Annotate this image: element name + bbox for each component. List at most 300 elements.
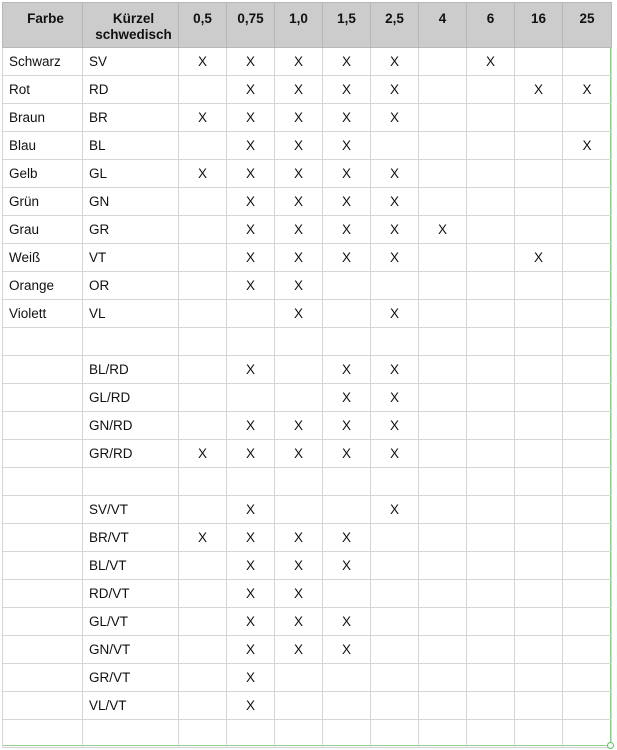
cell-size-mark[interactable]: [515, 188, 563, 216]
cell-size-mark[interactable]: X: [371, 244, 419, 272]
cell-farbe[interactable]: [3, 412, 83, 440]
cell-size-mark[interactable]: [275, 664, 323, 692]
table-row: [3, 48, 612, 76]
cell-size-mark[interactable]: [419, 580, 467, 608]
cell-size-mark[interactable]: [467, 496, 515, 524]
cell-farbe[interactable]: [3, 496, 83, 524]
cell-size-mark[interactable]: [371, 580, 419, 608]
cell-size-mark[interactable]: [419, 524, 467, 552]
cell-farbe[interactable]: Braun: [3, 104, 83, 132]
cell-size-mark[interactable]: [419, 300, 467, 328]
cell-size-mark[interactable]: [467, 552, 515, 580]
cell-size-mark[interactable]: [323, 468, 371, 496]
cell-farbe[interactable]: [3, 524, 83, 552]
cell-size-mark[interactable]: X: [227, 76, 275, 104]
cell-size-mark[interactable]: [467, 524, 515, 552]
cell-size-mark[interactable]: X: [227, 188, 275, 216]
cell-size-mark[interactable]: [275, 356, 323, 384]
cell-size-mark[interactable]: [323, 664, 371, 692]
cell-size-mark[interactable]: X: [275, 216, 323, 244]
cell-size-mark[interactable]: [563, 412, 612, 440]
cell-size-mark[interactable]: X: [275, 188, 323, 216]
cell-farbe[interactable]: Grün: [3, 188, 83, 216]
cell-size-mark[interactable]: [563, 636, 612, 664]
cell-size-mark[interactable]: X: [275, 244, 323, 272]
table-row: [3, 524, 612, 552]
cell-size-mark[interactable]: [467, 720, 515, 748]
cell-size-mark[interactable]: [179, 412, 227, 440]
cell-kuerzel[interactable]: RD: [83, 76, 179, 104]
cell-size-mark[interactable]: [179, 244, 227, 272]
cell-farbe[interactable]: [3, 440, 83, 468]
cell-kuerzel[interactable]: VL: [83, 300, 179, 328]
cell-size-mark[interactable]: [419, 188, 467, 216]
cell-size-mark[interactable]: X: [275, 412, 323, 440]
cell-size-mark[interactable]: X: [227, 272, 275, 300]
cell-farbe[interactable]: [3, 636, 83, 664]
cell-kuerzel[interactable]: VL/VT: [83, 692, 179, 720]
cell-size-mark[interactable]: [563, 216, 612, 244]
cell-farbe[interactable]: Gelb: [3, 160, 83, 188]
cell-size-mark[interactable]: X: [227, 692, 275, 720]
cell-size-mark[interactable]: [563, 720, 612, 748]
cell-size-mark[interactable]: X: [227, 412, 275, 440]
cell-farbe[interactable]: [3, 692, 83, 720]
header-size-0[interactable]: 0,5: [179, 3, 227, 48]
cell-size-mark[interactable]: [563, 580, 612, 608]
cell-size-mark[interactable]: [419, 468, 467, 496]
cell-size-mark[interactable]: [179, 468, 227, 496]
cell-size-mark[interactable]: [515, 132, 563, 160]
cell-size-mark[interactable]: X: [275, 636, 323, 664]
cell-size-mark[interactable]: [467, 580, 515, 608]
cell-size-mark[interactable]: [563, 384, 612, 412]
cell-kuerzel[interactable]: OR: [83, 272, 179, 300]
cell-size-mark[interactable]: [467, 132, 515, 160]
cell-size-mark[interactable]: [515, 720, 563, 748]
cell-size-mark[interactable]: [323, 720, 371, 748]
header-size-1[interactable]: 0,75: [227, 3, 275, 48]
cell-size-mark[interactable]: [467, 608, 515, 636]
cell-size-mark[interactable]: [275, 384, 323, 412]
cell-size-mark[interactable]: X: [563, 132, 612, 160]
cell-size-mark[interactable]: [371, 468, 419, 496]
cell-size-mark[interactable]: X: [227, 552, 275, 580]
cell-size-mark[interactable]: X: [179, 48, 227, 76]
cell-size-mark[interactable]: [467, 160, 515, 188]
cell-size-mark[interactable]: [227, 328, 275, 356]
cell-size-mark[interactable]: [467, 188, 515, 216]
cell-size-mark[interactable]: X: [371, 440, 419, 468]
cell-size-mark[interactable]: [515, 328, 563, 356]
cell-size-mark[interactable]: X: [515, 76, 563, 104]
cell-size-mark[interactable]: [563, 496, 612, 524]
header-size-5[interactable]: 4: [419, 3, 467, 48]
cell-kuerzel[interactable]: RD/VT: [83, 580, 179, 608]
cell-size-mark[interactable]: [179, 76, 227, 104]
cell-size-mark[interactable]: [179, 132, 227, 160]
cell-size-mark[interactable]: [563, 328, 612, 356]
cell-kuerzel[interactable]: GN: [83, 188, 179, 216]
cell-size-mark[interactable]: X: [371, 300, 419, 328]
header-size-4[interactable]: 2,5: [371, 3, 419, 48]
cell-size-mark[interactable]: [515, 412, 563, 440]
cell-size-mark[interactable]: [179, 272, 227, 300]
cell-size-mark[interactable]: [275, 720, 323, 748]
cell-size-mark[interactable]: X: [227, 48, 275, 76]
cell-kuerzel[interactable]: GN/VT: [83, 636, 179, 664]
cell-size-mark[interactable]: [563, 48, 612, 76]
cell-size-mark[interactable]: [323, 496, 371, 524]
cell-kuerzel[interactable]: [83, 328, 179, 356]
cell-size-mark[interactable]: [563, 160, 612, 188]
cell-size-mark[interactable]: [179, 356, 227, 384]
cell-size-mark[interactable]: [179, 608, 227, 636]
cell-size-mark[interactable]: [419, 664, 467, 692]
cell-size-mark[interactable]: [515, 300, 563, 328]
cell-kuerzel[interactable]: SV: [83, 48, 179, 76]
cell-size-mark[interactable]: X: [371, 216, 419, 244]
cell-size-mark[interactable]: X: [227, 356, 275, 384]
cell-size-mark[interactable]: [515, 216, 563, 244]
cell-size-mark[interactable]: [467, 468, 515, 496]
cell-size-mark[interactable]: X: [419, 216, 467, 244]
cell-size-mark[interactable]: [467, 384, 515, 412]
cell-size-mark[interactable]: X: [371, 76, 419, 104]
cell-size-mark[interactable]: X: [275, 608, 323, 636]
header-farbe[interactable]: Farbe: [3, 3, 83, 48]
resize-handle[interactable]: [607, 742, 614, 749]
cell-size-mark[interactable]: [275, 692, 323, 720]
cell-size-mark[interactable]: [515, 608, 563, 636]
cell-size-mark[interactable]: [563, 188, 612, 216]
cell-size-mark[interactable]: [515, 552, 563, 580]
cell-size-mark[interactable]: [179, 300, 227, 328]
cell-size-mark[interactable]: [275, 328, 323, 356]
cell-size-mark[interactable]: X: [275, 272, 323, 300]
cell-size-mark[interactable]: [371, 608, 419, 636]
cell-kuerzel[interactable]: BR: [83, 104, 179, 132]
cell-size-mark[interactable]: [179, 636, 227, 664]
cell-size-mark[interactable]: X: [323, 216, 371, 244]
cell-size-mark[interactable]: [515, 636, 563, 664]
cell-size-mark[interactable]: [467, 272, 515, 300]
cell-size-mark[interactable]: [563, 356, 612, 384]
cell-size-mark[interactable]: X: [227, 132, 275, 160]
cell-size-mark[interactable]: X: [323, 76, 371, 104]
cell-size-mark[interactable]: [563, 468, 612, 496]
cell-kuerzel[interactable]: BR/VT: [83, 524, 179, 552]
cell-size-mark[interactable]: X: [371, 412, 419, 440]
cell-size-mark[interactable]: [419, 412, 467, 440]
cell-size-mark[interactable]: [419, 692, 467, 720]
cell-size-mark[interactable]: [515, 160, 563, 188]
cell-size-mark[interactable]: [179, 664, 227, 692]
cell-size-mark[interactable]: X: [227, 244, 275, 272]
cell-farbe[interactable]: Grau: [3, 216, 83, 244]
cell-size-mark[interactable]: [419, 76, 467, 104]
cell-size-mark[interactable]: [419, 48, 467, 76]
cell-size-mark[interactable]: X: [275, 300, 323, 328]
cell-size-mark[interactable]: [467, 636, 515, 664]
cell-farbe[interactable]: Orange: [3, 272, 83, 300]
cell-size-mark[interactable]: [179, 692, 227, 720]
cell-size-mark[interactable]: X: [323, 636, 371, 664]
cell-farbe[interactable]: Violett: [3, 300, 83, 328]
cell-size-mark[interactable]: X: [371, 384, 419, 412]
cell-size-mark[interactable]: X: [371, 496, 419, 524]
cell-size-mark[interactable]: [371, 720, 419, 748]
cell-size-mark[interactable]: [227, 468, 275, 496]
table-row: [3, 384, 612, 412]
cell-size-mark[interactable]: X: [323, 440, 371, 468]
cell-size-mark[interactable]: [515, 356, 563, 384]
cell-size-mark[interactable]: [275, 496, 323, 524]
cell-size-mark[interactable]: [371, 692, 419, 720]
cell-size-mark[interactable]: [275, 468, 323, 496]
cell-size-mark[interactable]: [179, 216, 227, 244]
cell-size-mark[interactable]: [563, 440, 612, 468]
cell-size-mark[interactable]: X: [227, 608, 275, 636]
cell-size-mark[interactable]: [323, 328, 371, 356]
header-size-6[interactable]: 6: [467, 3, 515, 48]
cell-size-mark[interactable]: [371, 328, 419, 356]
cell-size-mark[interactable]: X: [275, 524, 323, 552]
cell-farbe[interactable]: Weiß: [3, 244, 83, 272]
cell-size-mark[interactable]: X: [227, 524, 275, 552]
cell-size-mark[interactable]: X: [323, 132, 371, 160]
cell-size-mark[interactable]: X: [179, 104, 227, 132]
cell-kuerzel[interactable]: GL/RD: [83, 384, 179, 412]
cell-size-mark[interactable]: [419, 356, 467, 384]
cell-size-mark[interactable]: [179, 580, 227, 608]
cell-size-mark[interactable]: X: [227, 664, 275, 692]
cell-size-mark[interactable]: X: [323, 412, 371, 440]
cell-size-mark[interactable]: [227, 720, 275, 748]
cell-size-mark[interactable]: [371, 664, 419, 692]
cell-size-mark[interactable]: [515, 692, 563, 720]
cell-size-mark[interactable]: [179, 552, 227, 580]
cell-size-mark[interactable]: X: [323, 244, 371, 272]
cell-size-mark[interactable]: X: [371, 188, 419, 216]
cell-size-mark[interactable]: [467, 244, 515, 272]
table-row: [3, 720, 612, 748]
cell-size-mark[interactable]: X: [515, 244, 563, 272]
cell-size-mark[interactable]: [419, 132, 467, 160]
cell-size-mark[interactable]: X: [227, 496, 275, 524]
cell-size-mark[interactable]: [467, 216, 515, 244]
cell-size-mark[interactable]: [515, 664, 563, 692]
cell-size-mark[interactable]: [179, 720, 227, 748]
cell-size-mark[interactable]: [563, 608, 612, 636]
cell-farbe[interactable]: Blau: [3, 132, 83, 160]
cell-size-mark[interactable]: [371, 524, 419, 552]
cell-farbe[interactable]: [3, 720, 83, 748]
cell-size-mark[interactable]: [419, 384, 467, 412]
cell-farbe[interactable]: [3, 356, 83, 384]
cell-size-mark[interactable]: X: [275, 104, 323, 132]
cell-size-mark[interactable]: [227, 384, 275, 412]
cell-size-mark[interactable]: X: [323, 524, 371, 552]
cell-size-mark[interactable]: [419, 496, 467, 524]
cell-size-mark[interactable]: X: [227, 160, 275, 188]
cell-size-mark[interactable]: [419, 440, 467, 468]
cell-size-mark[interactable]: X: [275, 48, 323, 76]
cell-size-mark[interactable]: [419, 160, 467, 188]
cell-size-mark[interactable]: X: [323, 160, 371, 188]
cell-size-mark[interactable]: [467, 664, 515, 692]
cell-size-mark[interactable]: [227, 300, 275, 328]
header-kuerzel[interactable]: [83, 3, 179, 48]
cell-size-mark[interactable]: X: [227, 580, 275, 608]
cell-size-mark[interactable]: [515, 580, 563, 608]
cell-farbe[interactable]: [3, 580, 83, 608]
cell-kuerzel[interactable]: GL: [83, 160, 179, 188]
cell-farbe[interactable]: [3, 328, 83, 356]
cell-size-mark[interactable]: [563, 524, 612, 552]
cell-kuerzel[interactable]: BL/RD: [83, 356, 179, 384]
cell-size-mark[interactable]: X: [275, 552, 323, 580]
cell-farbe[interactable]: [3, 664, 83, 692]
cell-size-mark[interactable]: X: [227, 636, 275, 664]
cell-size-mark[interactable]: [371, 636, 419, 664]
cell-farbe[interactable]: [3, 384, 83, 412]
cell-size-mark[interactable]: [563, 272, 612, 300]
header-size-2[interactable]: 1,0: [275, 3, 323, 48]
cell-size-mark[interactable]: [371, 552, 419, 580]
cell-size-mark[interactable]: [419, 104, 467, 132]
cell-size-mark[interactable]: [515, 272, 563, 300]
cell-size-mark[interactable]: [467, 104, 515, 132]
cell-size-mark[interactable]: [419, 608, 467, 636]
cell-size-mark[interactable]: [563, 300, 612, 328]
cell-farbe[interactable]: Schwarz: [3, 48, 83, 76]
cell-size-mark[interactable]: [323, 300, 371, 328]
cell-size-mark[interactable]: X: [275, 580, 323, 608]
cell-size-mark[interactable]: [563, 104, 612, 132]
cell-size-mark[interactable]: [371, 132, 419, 160]
cell-farbe[interactable]: [3, 468, 83, 496]
cell-size-mark[interactable]: X: [371, 48, 419, 76]
cell-size-mark[interactable]: X: [371, 160, 419, 188]
cell-size-mark[interactable]: X: [323, 608, 371, 636]
cell-size-mark[interactable]: [467, 692, 515, 720]
table-row: [3, 188, 612, 216]
table-row: [3, 496, 612, 524]
cell-size-mark[interactable]: [563, 664, 612, 692]
cell-size-mark[interactable]: X: [275, 76, 323, 104]
cell-kuerzel[interactable]: GL/VT: [83, 608, 179, 636]
cell-farbe[interactable]: [3, 552, 83, 580]
cell-size-mark[interactable]: [371, 272, 419, 300]
cell-kuerzel[interactable]: [83, 720, 179, 748]
cell-size-mark[interactable]: X: [563, 76, 612, 104]
cell-size-mark[interactable]: [419, 552, 467, 580]
header-size-8[interactable]: 25: [563, 3, 612, 48]
cell-size-mark[interactable]: X: [323, 356, 371, 384]
cell-size-mark[interactable]: X: [323, 188, 371, 216]
cell-size-mark[interactable]: [323, 692, 371, 720]
cell-size-mark[interactable]: [515, 104, 563, 132]
cell-size-mark[interactable]: [419, 636, 467, 664]
cell-kuerzel[interactable]: VT: [83, 244, 179, 272]
cell-size-mark[interactable]: [419, 328, 467, 356]
cell-size-mark[interactable]: X: [275, 132, 323, 160]
cell-size-mark[interactable]: [323, 580, 371, 608]
cell-kuerzel[interactable]: GR/VT: [83, 664, 179, 692]
header-size-7[interactable]: 16: [515, 3, 563, 48]
cell-size-mark[interactable]: X: [227, 104, 275, 132]
cell-kuerzel[interactable]: [83, 468, 179, 496]
cell-kuerzel[interactable]: BL/VT: [83, 552, 179, 580]
cell-size-mark[interactable]: [419, 272, 467, 300]
cell-size-mark[interactable]: X: [275, 440, 323, 468]
cell-farbe[interactable]: Rot: [3, 76, 83, 104]
cell-size-mark[interactable]: X: [323, 104, 371, 132]
colour-size-table[interactable]: [2, 2, 612, 748]
cell-size-mark[interactable]: [179, 328, 227, 356]
cell-size-mark[interactable]: [467, 76, 515, 104]
cell-size-mark[interactable]: [467, 300, 515, 328]
cell-kuerzel[interactable]: GN/RD: [83, 412, 179, 440]
cell-size-mark[interactable]: [179, 384, 227, 412]
table-row: [3, 412, 612, 440]
cell-size-mark[interactable]: [467, 356, 515, 384]
cell-size-mark[interactable]: [515, 524, 563, 552]
cell-size-mark[interactable]: [419, 244, 467, 272]
cell-size-mark[interactable]: [419, 720, 467, 748]
cell-farbe[interactable]: [3, 608, 83, 636]
cell-size-mark[interactable]: X: [323, 384, 371, 412]
cell-size-mark[interactable]: [515, 48, 563, 76]
table-row: [3, 328, 612, 356]
header-size-3[interactable]: 1,5: [323, 3, 371, 48]
cell-size-mark[interactable]: X: [371, 356, 419, 384]
cell-size-mark[interactable]: [323, 272, 371, 300]
cell-size-mark[interactable]: X: [179, 160, 227, 188]
cell-size-mark[interactable]: [467, 440, 515, 468]
cell-size-mark[interactable]: [467, 328, 515, 356]
cell-size-mark[interactable]: X: [467, 48, 515, 76]
cell-size-mark[interactable]: [563, 244, 612, 272]
cell-size-mark[interactable]: [467, 412, 515, 440]
cell-kuerzel[interactable]: GR: [83, 216, 179, 244]
cell-kuerzel[interactable]: SV/VT: [83, 496, 179, 524]
cell-size-mark[interactable]: [515, 468, 563, 496]
cell-size-mark[interactable]: [515, 496, 563, 524]
cell-size-mark[interactable]: X: [227, 216, 275, 244]
cell-size-mark[interactable]: [515, 384, 563, 412]
cell-size-mark[interactable]: [563, 552, 612, 580]
cell-size-mark[interactable]: X: [275, 160, 323, 188]
cell-size-mark[interactable]: [179, 496, 227, 524]
cell-size-mark[interactable]: X: [227, 440, 275, 468]
header-kuerzel-line1: Kürzel: [112, 11, 155, 26]
cell-kuerzel[interactable]: GR/RD: [83, 440, 179, 468]
cell-size-mark[interactable]: [179, 188, 227, 216]
cell-size-mark[interactable]: [563, 692, 612, 720]
cell-size-mark[interactable]: [515, 440, 563, 468]
cell-size-mark[interactable]: X: [323, 48, 371, 76]
cell-size-mark[interactable]: X: [179, 440, 227, 468]
cell-size-mark[interactable]: X: [371, 104, 419, 132]
cell-kuerzel[interactable]: BL: [83, 132, 179, 160]
table-row: [3, 356, 612, 384]
cell-size-mark[interactable]: X: [179, 524, 227, 552]
table-row: [3, 244, 612, 272]
table-row: [3, 160, 612, 188]
cell-size-mark[interactable]: X: [323, 552, 371, 580]
